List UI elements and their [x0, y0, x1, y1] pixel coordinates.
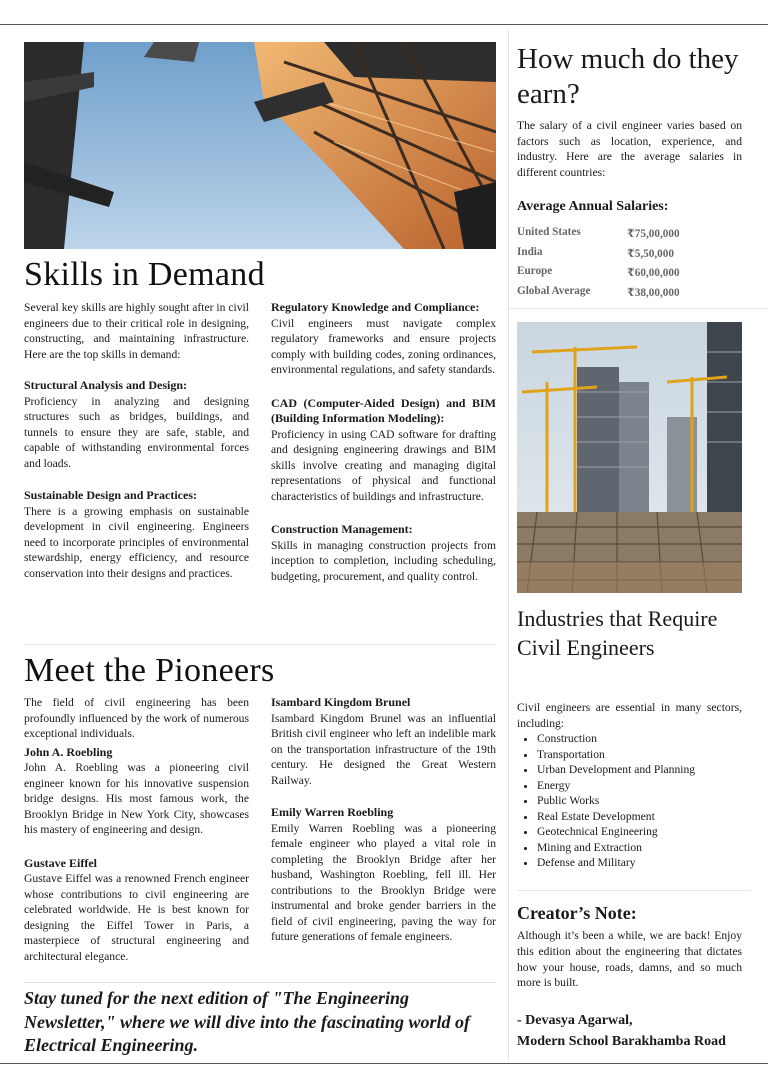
list-item: • Urban Development and Planning — [537, 762, 762, 778]
skill-text: Skills in managing construction projects from inception to completion, including scheduling, budgeting, procurement, and quality control. — [271, 538, 496, 583]
skill-heading: Sustainable Design and Practices: — [24, 488, 198, 502]
next-edition-note: Stay tuned for the next edition of "The Engineering Newsletter," where we will dive into the fascinating world of Electrical Engineering. — [24, 988, 471, 1055]
list-item: • Transportation — [537, 747, 762, 763]
industries-list — [517, 731, 762, 871]
skill-heading: Construction Management: — [271, 522, 413, 536]
signature — [517, 1010, 726, 1052]
skills-right-column — [271, 300, 496, 584]
pioneer-text: Emily Warren Roebling was a pioneering female engineer who played a vital role in completing the Brooklyn Bridge after her husband, Washington Roebling, fell ill. Her contributions to the Brooklyn Bridge were instrumental and broke gender barriers in the field of civil engineering, paving the way for future generations of female engineers. — [271, 821, 496, 943]
pioneer-text: John A. Roebling was a pioneering civil engineer known for his innovative suspension bridge designs. His most famous work, the Brooklyn Bridge in New York City, showcases his mastery of engineering and design. — [24, 761, 249, 836]
section-divider — [24, 982, 496, 983]
list-item: • Energy — [537, 778, 762, 794]
salary-region: Global Average — [517, 284, 591, 297]
earnings-description: The salary of a civil engineer varies based on factors such as location, experience, and industry. Here are the average salaries in different countries: — [517, 119, 742, 179]
skills-left-column — [24, 300, 249, 581]
salary-value: ₹5,50,000 — [627, 247, 674, 260]
skill-heading: Regulatory Knowledge and Compliance: — [271, 300, 480, 314]
list-item: • Defense and Military — [537, 855, 762, 871]
list-item: • Real Estate Development — [537, 809, 762, 825]
top-rule — [0, 24, 768, 25]
list-item: • Public Works — [537, 793, 762, 809]
skyscraper-photo — [24, 42, 496, 249]
list-item: • Mining and Extraction — [537, 840, 762, 856]
salary-region: India — [517, 245, 543, 258]
salary-row — [517, 265, 742, 285]
salary-row — [517, 246, 742, 266]
bottom-rule — [0, 1063, 768, 1064]
pioneer-text: Gustave Eiffel was a renowned French engineer whose contributions to civil engineering are celebrated worldwide. He is best known for designing the Eiffel Tower in Paris, a masterpiece of structural engineering and architectural elegance. — [24, 872, 249, 963]
signature-name: - Devasya Agarwal, — [517, 1013, 633, 1028]
section-divider — [509, 308, 768, 309]
skill-text: Proficiency in using CAD software for drafting and designing engineering drawings and BIM skills involve creating and managing digital representations of physical and functional characteristics of buildings and infrastructure. — [271, 427, 496, 503]
salary-table — [517, 226, 742, 304]
pioneer-name: John A. Roebling — [24, 744, 113, 759]
salary-region: United States — [517, 226, 581, 238]
salary-table-heading: Average Annual Salaries: — [517, 199, 669, 214]
industries-intro: Civil engineers are essential in many sectors, including: — [517, 701, 742, 730]
skills-intro: Several key skills are highly sought after in civil engineers due to their critical role in designing, constructing, and maintaining infrastructure. Here are the top skills in demand: — [24, 301, 249, 361]
skill-text: Civil engineers must navigate complex regulatory frameworks and ensure projects comply with building codes, zoning ordinances, environmental regulations, and safety standards. — [271, 316, 496, 376]
pioneers-intro: The field of civil engineering has been profoundly influenced by the work of numerous exceptional individuals. — [24, 696, 249, 740]
construction-site-photo — [517, 322, 742, 593]
industries-title: Industries that Require Civil Engineers — [517, 606, 718, 660]
salary-row — [517, 226, 742, 246]
list-item: • Construction — [537, 731, 762, 747]
salary-value: ₹75,00,000 — [627, 228, 680, 240]
pioneer-name: Emily Warren Roebling — [271, 805, 394, 819]
pioneers-title: Meet the Pioneers — [24, 652, 275, 689]
earnings-title: How much do they earn? — [517, 43, 739, 110]
signature-school: Modern School Barakhamba Road — [517, 1034, 726, 1049]
pioneers-right-column — [271, 695, 496, 945]
column-divider — [508, 30, 509, 1060]
pioneer-name: Gustave Eiffel — [24, 855, 97, 870]
list-item: • Geotechnical Engineering — [537, 824, 762, 840]
salary-value: ₹38,00,000 — [627, 286, 680, 299]
section-divider — [517, 890, 750, 891]
section-divider — [24, 644, 496, 645]
skill-text: There is a growing emphasis on sustainable development in civil engineering. Engineers need to incorporate principles of environmental stewardship, energy efficiency, and resource conservation into their designs and practices. — [24, 504, 249, 580]
skill-text: Proficiency in analyzing and designing structures such as bridges, buildings, and tunnels to ensure they are safe, stable, and capable of withstanding environmental forces and loads. — [24, 394, 249, 470]
skill-heading: CAD (Computer-Aided Design) and BIM (Building Information Modeling): — [271, 395, 496, 425]
pioneers-left-column — [24, 695, 249, 964]
pioneer-text: Isambard Kingdom Brunel was an influential British civil engineer who left an indelible mark on the transportation infrastructure of the 19th century. He designed the Great Western Railway. — [271, 711, 496, 787]
creator-note-title: Creator’s Note: — [517, 903, 637, 923]
skill-heading: Structural Analysis and Design: — [24, 378, 188, 392]
salary-value: ₹60,00,000 — [627, 267, 680, 279]
salary-row — [517, 285, 742, 305]
skills-title: Skills in Demand — [24, 256, 265, 293]
creator-note-text: Although it’s been a while, we are back! Enjoy this edition about the engineering that dictates how your house, roads, damns, and so much more is built. — [517, 929, 742, 990]
pioneer-name: Isambard Kingdom Brunel — [271, 695, 411, 709]
salary-region: Europe — [517, 265, 553, 277]
